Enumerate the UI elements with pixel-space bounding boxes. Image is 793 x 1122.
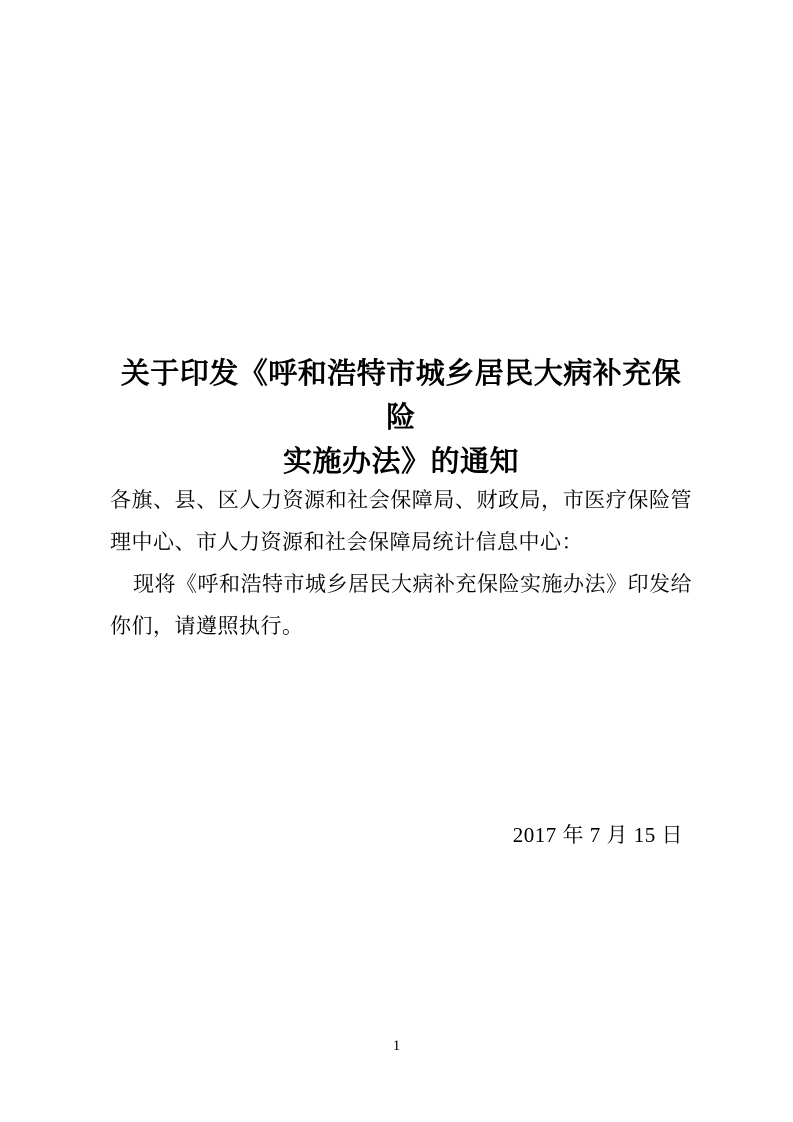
document-title-line-1: 关于印发《呼和浩特市城乡居民大病补充保险 [120, 358, 682, 434]
body-paragraph [110, 563, 692, 647]
document-date: 2017 年 7 月 15 日 [512, 823, 683, 847]
recipients-line-1: 各旗、县、区人力资源和社会保障局、财政局，市医疗保险管 [110, 488, 692, 512]
document-title-line-2: 实施办法》的通知 [282, 446, 519, 478]
document-title [110, 352, 692, 484]
recipients-line-2: 理中心、市人力资源和社会保障局统计信息中心： [110, 530, 583, 554]
page-number: 1 [392, 1038, 401, 1054]
body-line-1: 现将《呼和浩特市城乡居民大病补充保险实施办法》印发给 [133, 572, 692, 596]
body-line-2: 你们，请遵照执行。 [110, 614, 304, 638]
recipients-paragraph [110, 479, 692, 563]
document-body [110, 479, 692, 647]
